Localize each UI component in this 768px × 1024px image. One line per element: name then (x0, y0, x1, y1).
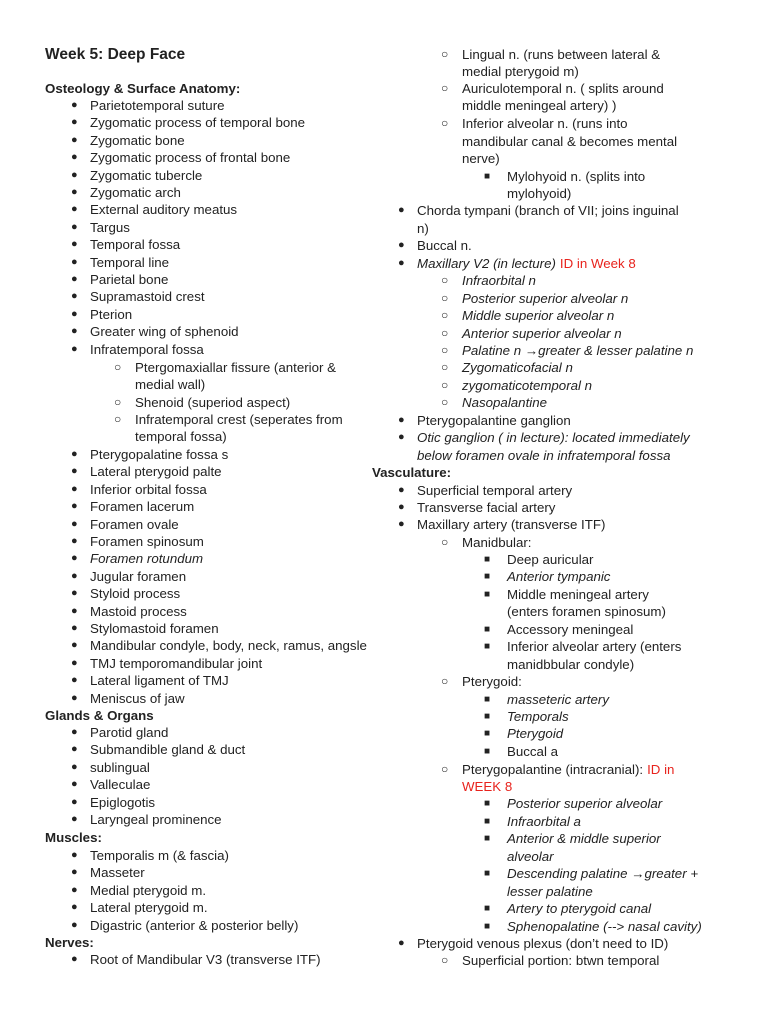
list-item (484, 830, 661, 848)
list-item-text: Meniscus of jaw (90, 690, 185, 706)
list-item-continuation (417, 220, 429, 238)
bullet-icon: ● (71, 203, 78, 216)
bullet-icon: ■ (484, 589, 491, 600)
list-item (71, 690, 185, 708)
bullet-icon: ● (71, 813, 78, 825)
list-item-text: Infraorbital n (462, 273, 536, 288)
bullet-icon: ○ (441, 535, 449, 549)
list-item (484, 743, 558, 761)
bullet-icon: ● (71, 901, 78, 914)
list-item (441, 342, 694, 360)
list-item-text: Pterygoid (507, 726, 564, 741)
bullet-icon: ○ (441, 308, 449, 322)
bullet-icon: ● (398, 431, 405, 443)
list-item (398, 429, 690, 447)
list-item-continuation (462, 778, 512, 796)
list-item-text: Infratemporal crest (seperates from (135, 412, 343, 427)
bullet-icon: ○ (441, 953, 449, 967)
bullet-icon: ○ (114, 360, 122, 374)
list-item-text: Auriculotemporal n. ( splits around (462, 81, 664, 96)
list-item-text: WEEK 8 (462, 779, 513, 794)
bullet-icon: ● (71, 465, 78, 478)
bullet-icon: ● (398, 239, 405, 251)
list-item-text: Pterygopalantine (intracranial): (462, 762, 644, 777)
list-item (484, 708, 569, 726)
list-item-text: Anterior & middle superior (507, 831, 661, 846)
bullet-icon: ● (71, 116, 78, 129)
list-item-text: temporal fossa) (135, 429, 227, 444)
bullet-icon: ■ (484, 571, 491, 582)
bullet-icon: ● (71, 220, 78, 233)
list-item (71, 585, 181, 603)
bullet-icon: ● (71, 866, 78, 879)
list-item-text: Mylohyoid n. (splits into (507, 169, 646, 184)
list-item-text: Epiglogotis (90, 794, 156, 810)
list-item (71, 603, 187, 621)
list-item-text: lesser palatine (507, 884, 593, 899)
list-item-text: Infratemporal fossa (90, 341, 204, 357)
bullet-icon: ● (71, 307, 78, 320)
list-item-text: Inferior alveolar artery (enters (507, 639, 682, 654)
bullet-icon: ● (71, 133, 78, 146)
list-item (484, 168, 646, 186)
bullet-icon: ● (71, 99, 78, 111)
list-item (441, 290, 629, 308)
list-item-text: Mastoid process (90, 603, 187, 619)
bullet-icon: ● (71, 849, 78, 861)
bullet-icon: ■ (484, 694, 491, 705)
list-item-text: External auditory meatus (90, 202, 238, 218)
list-item-text: Styloid process (90, 586, 181, 602)
list-item (71, 899, 208, 917)
list-item-text: Ptergomaxiallar fissure (anterior & (135, 360, 337, 375)
bullet-icon: ○ (441, 291, 449, 305)
list-item-text: Nasopalantine (462, 395, 548, 410)
list-item (71, 341, 204, 359)
bullet-icon: ○ (441, 378, 449, 392)
list-item-text: Parietal bone (90, 272, 169, 287)
bullet-icon: ● (71, 168, 78, 181)
bullet-icon: ● (71, 151, 78, 164)
bullet-icon: ○ (114, 412, 122, 426)
list-item (398, 202, 679, 220)
list-item-continuation (507, 656, 634, 674)
list-item (71, 236, 181, 254)
list-item (71, 446, 229, 464)
list-item (71, 114, 306, 132)
list-item (114, 394, 291, 412)
list-item (71, 794, 156, 812)
list-item (484, 813, 581, 831)
bullet-icon: ■ (484, 816, 491, 827)
list-item-text: medial pterygoid m) (462, 64, 579, 79)
list-item (71, 167, 203, 185)
list-item (71, 741, 246, 759)
list-item (441, 952, 660, 970)
list-item-text: TMJ temporomandibular joint (90, 655, 263, 671)
list-item-text: Maxillary V2 (in lecture) (417, 256, 556, 271)
list-item (398, 482, 573, 500)
list-item-text: Lateral ligament of TMJ (90, 673, 229, 689)
list-item-text: Anterior superior alveolar n (462, 326, 622, 341)
bullet-icon: ● (71, 552, 78, 565)
bullet-icon: ● (71, 500, 78, 513)
list-item-text: Posterior superior alveolar n (462, 291, 629, 306)
list-item (441, 325, 622, 343)
list-item-text: Superficial temporal artery (417, 483, 573, 498)
list-item-text: Deep auricular (507, 552, 594, 567)
section-heading-osteology: Osteology & Surface Anatomy: (45, 81, 241, 96)
bullet-icon: ● (71, 604, 78, 617)
list-item-text: Anterior tympanic (507, 569, 611, 584)
list-item (441, 673, 522, 691)
list-item (71, 568, 187, 586)
highlight-note: ID in Week 8 (559, 256, 636, 271)
list-item (71, 951, 321, 969)
list-item-text: Temporal line (90, 254, 170, 270)
list-item-text: Foramen lacerum (90, 499, 195, 515)
list-item-continuation (462, 133, 677, 151)
list-item (484, 568, 611, 586)
list-item-text: Foramen ovale (90, 516, 179, 532)
list-item-text: manidbbular condyle) (507, 657, 635, 672)
bullet-icon: ● (71, 778, 78, 791)
list-item (484, 725, 564, 743)
bullet-icon: ○ (441, 762, 449, 776)
list-item-text: Superficial portion: btwn temporal (462, 953, 660, 968)
list-item-text: mylohyoid) (507, 186, 572, 201)
list-item-text: middle meningeal artery) ) (462, 98, 617, 113)
bullet-icon: ■ (484, 921, 491, 932)
list-item (71, 97, 225, 115)
list-item (114, 359, 337, 377)
section-heading-muscles: Muscles: (45, 830, 102, 845)
list-item-text: Otic ganglion ( in lecture): located immediately (417, 430, 690, 445)
list-item (71, 184, 181, 202)
bullet-icon: ● (71, 622, 78, 634)
list-item (71, 776, 151, 794)
bullet-icon: ■ (484, 868, 491, 879)
list-item-continuation (462, 97, 616, 115)
list-item-text: Stylomastoid foramen (90, 621, 219, 636)
bullet-icon: ● (71, 639, 78, 652)
bullet-icon: ■ (484, 711, 491, 722)
list-item (71, 219, 130, 237)
bullet-icon: ● (398, 484, 405, 496)
list-item (71, 620, 219, 638)
list-item-text: Zygomatic bone (90, 132, 185, 148)
bullet-icon: ○ (441, 343, 449, 357)
list-item (71, 132, 185, 150)
bullet-icon: ● (71, 587, 78, 600)
list-item-text: Laryngeal prominence (90, 812, 222, 827)
list-item-text: Zygomaticofacial n (462, 360, 573, 375)
list-item (484, 551, 594, 569)
list-item (484, 586, 649, 604)
bullet-icon: ● (398, 937, 405, 949)
list-item-text: Temporalis m (& fascia) (90, 848, 229, 863)
list-item (71, 288, 205, 306)
list-item-text: Jugular foramen (90, 568, 187, 584)
bullet-icon: ■ (484, 833, 491, 844)
bullet-icon: ● (71, 238, 78, 251)
list-item (71, 323, 239, 341)
list-item-text: Palatine n →greater & lesser palatine n (462, 343, 694, 358)
list-item (441, 534, 532, 552)
bullet-icon: ○ (441, 395, 449, 409)
list-item-continuation (135, 376, 205, 394)
list-item (71, 724, 169, 742)
page-title: Week 5: Deep Face (45, 46, 186, 63)
bullet-icon: ● (71, 918, 78, 931)
list-item (484, 795, 663, 813)
bullet-icon: ● (71, 290, 78, 303)
bullet-icon: ● (71, 255, 78, 268)
list-item-text: Accessory meningeal (507, 622, 634, 637)
list-item (441, 377, 593, 395)
list-item-text: Maxillary artery (transverse ITF) (417, 517, 606, 532)
bullet-icon: ● (398, 204, 405, 216)
bullet-icon: ● (71, 674, 78, 687)
list-item (484, 900, 652, 918)
list-item-text: Pterygopalatine fossa s (90, 447, 229, 462)
list-item-continuation (417, 447, 671, 465)
list-item (484, 691, 609, 709)
list-item (441, 272, 536, 290)
list-item-text: Pterygoid: (462, 674, 522, 689)
list-item-text: Transverse facial artery (417, 500, 556, 515)
list-item (71, 655, 263, 673)
list-item-text: Infraorbital a (507, 814, 581, 829)
bullet-icon: ● (398, 501, 405, 513)
list-item (398, 516, 606, 534)
bullet-icon: ■ (484, 171, 491, 182)
bullet-icon: ○ (114, 395, 122, 409)
list-item-text: Zygomatic process of temporal bone (90, 115, 306, 131)
list-item-text: Middle meningeal artery (507, 587, 649, 602)
list-item-text: alveolar (507, 849, 554, 864)
list-item-text: Middle superior alveolar n (462, 308, 615, 323)
bullet-icon: ■ (484, 624, 491, 635)
list-item (398, 412, 571, 430)
list-item (71, 672, 229, 690)
bullet-icon: ■ (484, 746, 491, 757)
section-heading-glands: Glands & Organs (45, 708, 154, 723)
list-item-text: Chorda tympani (branch of VII; joins inguinal (417, 203, 679, 218)
list-item (484, 621, 634, 639)
list-item-text: Zygomatic arch (90, 185, 181, 200)
list-item (398, 499, 556, 517)
bullet-icon: ○ (441, 47, 449, 61)
list-item-text: Targus (90, 219, 130, 235)
list-item-text: Inferior orbital fossa (90, 481, 207, 497)
list-item-continuation (462, 63, 579, 81)
list-item (71, 882, 207, 900)
list-item-text: Shenoid (superiod aspect) (135, 395, 291, 410)
list-item (441, 359, 573, 377)
bullet-icon: ■ (484, 798, 491, 809)
bullet-icon: ● (71, 325, 78, 338)
list-item (71, 201, 238, 219)
bullet-icon: ○ (441, 81, 449, 95)
list-item-text: Parotid gland (90, 725, 169, 740)
list-item-text: Artery to pterygoid canal (507, 901, 652, 916)
bullet-icon: ● (71, 760, 78, 773)
list-item (71, 516, 179, 534)
bullet-icon: ■ (484, 554, 491, 565)
list-item-text: Submandible gland & duct (90, 742, 246, 758)
list-item (71, 917, 299, 935)
list-item-text: Pterion (90, 306, 133, 322)
list-item-text: Zygomatic tubercle (90, 167, 203, 183)
list-item-text: Parietotemporal suture (90, 98, 225, 113)
list-item-text: Lateral pterygoid palte (90, 464, 222, 480)
list-item-text: Valleculae (90, 777, 151, 793)
list-item-text: Pterygoid venous plexus (don’t need to ID) (417, 936, 669, 951)
list-item (484, 638, 682, 656)
bullet-icon: ● (71, 743, 78, 756)
list-item-text: Mandibular condyle, body, neck, ramus, angsle (90, 638, 367, 654)
list-item (71, 811, 222, 829)
bullet-icon: ● (71, 448, 78, 460)
list-item (71, 254, 170, 272)
bullet-icon: ● (71, 726, 78, 738)
list-item (71, 306, 133, 324)
list-item-text: Inferior alveolar n. (runs into (462, 116, 628, 131)
bullet-icon: ● (71, 691, 78, 704)
list-item-text: Buccal a (507, 744, 558, 759)
list-item-continuation (507, 603, 666, 621)
list-item-text: Masseter (90, 865, 145, 881)
list-item (71, 533, 204, 551)
list-item-text: Manidbular: (462, 535, 532, 550)
list-item (71, 847, 229, 865)
list-item-continuation (507, 848, 554, 866)
list-item (71, 864, 145, 882)
bullet-icon: ● (71, 883, 78, 896)
list-item (71, 637, 367, 655)
list-item (71, 481, 207, 499)
bullet-icon: ● (71, 482, 78, 495)
list-item-text: masseteric artery (507, 692, 609, 707)
list-item (484, 918, 702, 936)
bullet-icon: ● (71, 656, 78, 669)
list-item-text: Lingual n. (runs between lateral & (462, 47, 661, 62)
list-item-text: Zygomatic process of frontal bone (90, 150, 291, 166)
bullet-icon: ○ (441, 674, 449, 688)
list-item-text: nerve) (462, 151, 500, 166)
list-item (71, 759, 150, 777)
bullet-icon: ○ (441, 116, 449, 130)
bullet-icon: ● (71, 517, 78, 530)
list-item-text: (enters foramen spinosum) (507, 604, 666, 619)
list-item-text: zygomaticotemporal n (462, 378, 593, 393)
bullet-icon: ● (71, 953, 78, 965)
list-item-text: Supramastoid crest (90, 289, 205, 305)
list-item-text: Temporals (507, 709, 569, 724)
list-item-continuation (507, 185, 571, 203)
list-item-continuation (462, 150, 500, 168)
bullet-icon: ■ (484, 903, 491, 914)
section-heading-vasculature: Vasculature: (372, 465, 452, 480)
list-item-text: Posterior superior alveolar (507, 796, 663, 811)
list-item-text: Pterygopalantine ganglion (417, 413, 571, 428)
bullet-icon: ● (398, 414, 405, 426)
bullet-icon: ○ (441, 326, 449, 340)
bullet-icon: ● (398, 257, 405, 269)
list-item (484, 865, 699, 883)
list-item (441, 307, 615, 325)
list-item (398, 935, 669, 953)
bullet-icon: ● (71, 795, 78, 808)
bullet-icon: ■ (484, 728, 491, 739)
list-item-text: below foramen ovale in infratemporal fossa (417, 448, 671, 463)
list-item-continuation (135, 428, 227, 446)
list-item-text: Lateral pterygoid m. (90, 900, 208, 916)
bullet-icon: ○ (441, 360, 449, 374)
list-item (441, 115, 628, 133)
list-item-text: Digastric (anterior & posterior belly) (90, 917, 299, 933)
list-item-text: Foramen spinosum (90, 534, 204, 549)
list-item (441, 80, 664, 98)
list-item (71, 550, 204, 568)
bullet-icon: ● (71, 342, 78, 355)
list-item (398, 255, 636, 273)
bullet-icon: ● (71, 186, 78, 198)
list-item-text: Descending palatine →greater + (507, 866, 699, 881)
highlight-note: ID in (647, 762, 675, 777)
bullet-icon: ● (71, 535, 78, 547)
list-item-text: Temporal fossa (90, 237, 181, 253)
bullet-icon: ● (398, 518, 405, 530)
list-item (441, 46, 661, 64)
list-item (441, 761, 675, 779)
list-item-text: mandibular canal & becomes mental (462, 134, 678, 149)
list-item-text: n) (417, 221, 429, 236)
list-item-text: Medial pterygoid m. (90, 882, 207, 898)
list-item (114, 411, 343, 429)
list-item (71, 271, 169, 289)
list-item-text: medial wall) (135, 377, 206, 392)
bullet-icon: ○ (441, 273, 449, 287)
list-item (71, 463, 222, 481)
list-item (71, 498, 195, 516)
list-item-text: sublingual (90, 759, 150, 775)
list-item-text: Buccal n. (417, 238, 472, 253)
bullet-icon: ● (71, 569, 78, 582)
bullet-icon: ■ (484, 641, 491, 652)
section-heading-nerves: Nerves: (45, 935, 94, 950)
list-item (398, 237, 472, 255)
list-item-text: Greater wing of sphenoid (90, 324, 239, 340)
bullet-icon: ● (71, 273, 78, 285)
list-item-text: Sphenopalatine (--> nasal cavity) (507, 919, 702, 934)
list-item (71, 149, 291, 167)
list-item-continuation (507, 883, 593, 901)
list-item (441, 394, 548, 412)
list-item-text: Foramen rotundum (90, 551, 204, 567)
list-item-text: Root of Mandibular V3 (transverse ITF) (90, 952, 321, 967)
